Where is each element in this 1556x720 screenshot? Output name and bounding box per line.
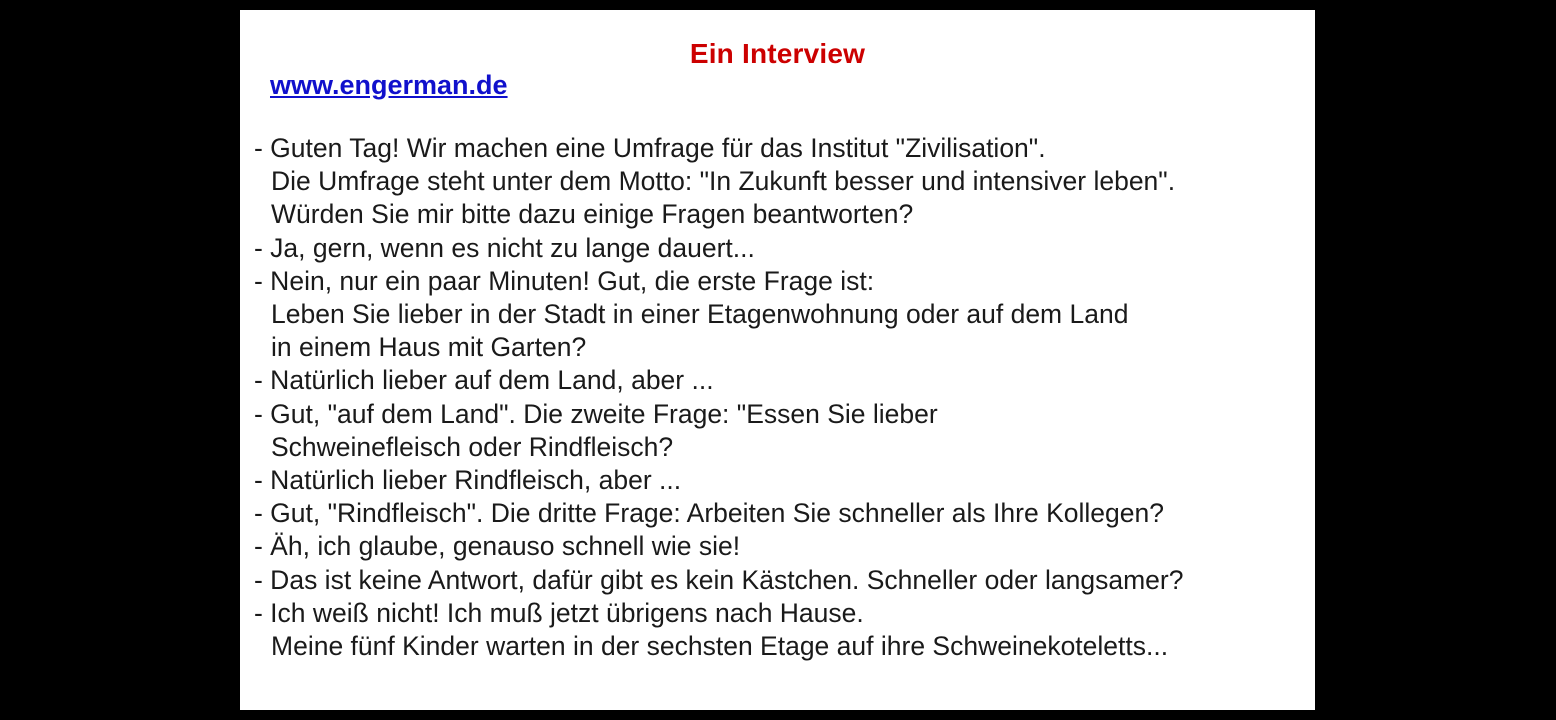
dialog-line: Schweinefleisch oder Rindfleisch? xyxy=(271,431,674,462)
dialog-line: Leben Sie lieber in der Stadt in einer Etagenwohnung oder auf dem Land xyxy=(271,299,1129,330)
dialog-text-block xyxy=(254,132,1305,663)
dialog-line: Die Umfrage steht unter dem Motto: "In Zukunft besser und intensiver leben". xyxy=(271,166,1176,197)
dialog-line: - Natürlich lieber Rindfleisch, aber ... xyxy=(254,465,682,496)
dialog-line: Würden Sie mir bitte dazu einige Fragen beantworten? xyxy=(271,199,914,230)
website-link[interactable]: www.engerman.de xyxy=(270,70,508,100)
dialog-line: - Das ist keine Antwort, dafür gibt es kein Kästchen. Schneller oder langsamer? xyxy=(254,564,1184,595)
dialog-line: - Gut, "auf dem Land". Die zweite Frage: "Essen Sie lieber xyxy=(254,398,938,429)
dialog-line: - Ja, gern, wenn es nicht zu lange dauert... xyxy=(254,232,755,263)
dialog-line: - Natürlich lieber auf dem Land, aber ... xyxy=(254,365,714,396)
dialog-line: - Nein, nur ein paar Minuten! Gut, die erste Frage ist: xyxy=(254,265,875,296)
dialog-line: - Äh, ich glaube, genauso schnell wie sie! xyxy=(254,531,741,562)
dialog-line: - Ich weiß nicht! Ich muß jetzt übrigens nach Hause. xyxy=(254,597,864,628)
slide-page xyxy=(240,10,1315,710)
dialog-line: - Gut, "Rindfleisch". Die dritte Frage: Arbeiten Sie schneller als Ihre Kollegen? xyxy=(254,498,1164,529)
page-title: Ein Interview xyxy=(689,38,866,69)
dialog-line: - Guten Tag! Wir machen eine Umfrage für das Institut "Zivilisation". xyxy=(254,133,1046,163)
dialog-line: Meine fünf Kinder warten in der sechsten Etage auf ihre Schweinekoteletts... xyxy=(271,631,1169,662)
dialog-line: in einem Haus mit Garten? xyxy=(271,332,587,363)
